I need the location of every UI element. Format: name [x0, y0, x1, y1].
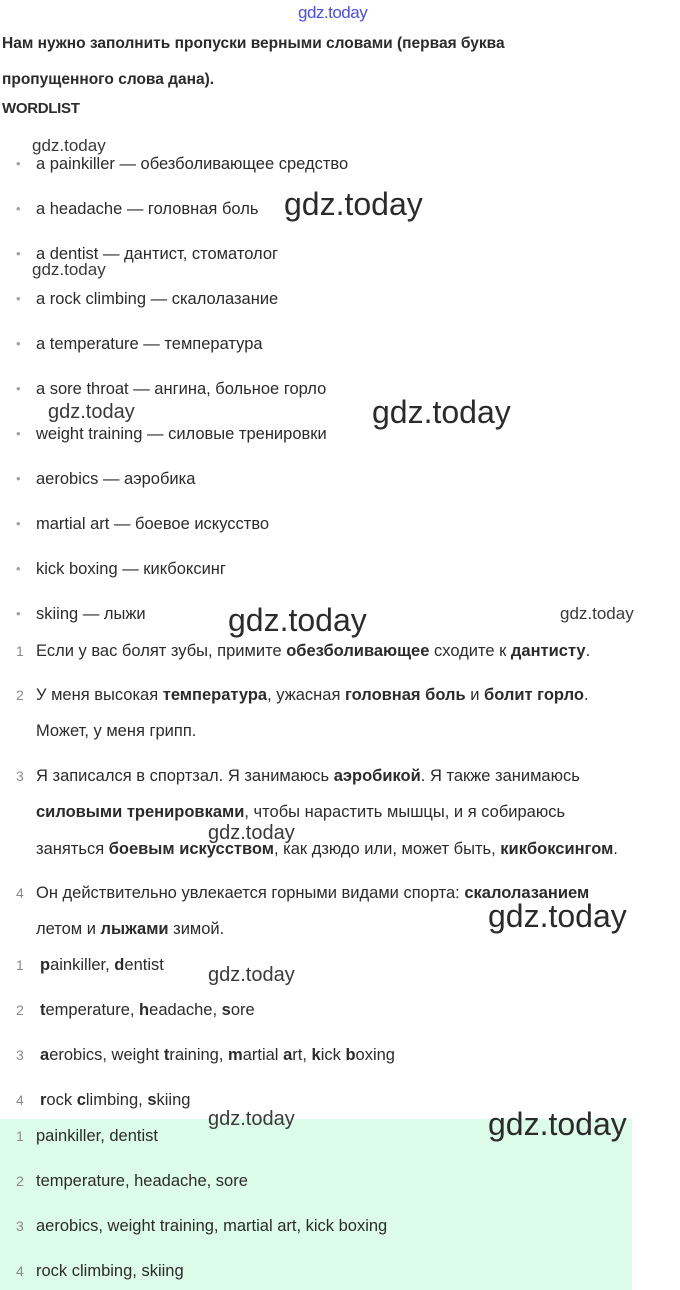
word-rest: ore — [230, 1001, 255, 1019]
wordlist-item-text: aerobics — аэробика — [36, 470, 196, 488]
watermark: gdz.today — [372, 394, 511, 430]
intro-line-2: пропущенного слова дана). — [2, 71, 215, 88]
watermark: gdz.today — [32, 260, 106, 279]
word-rest: emperature, — [45, 1001, 140, 1019]
first-letter: m — [228, 1046, 243, 1064]
bullet-icon: • — [16, 246, 21, 261]
bullet-icon: • — [16, 291, 21, 306]
bullet-icon: • — [16, 156, 21, 171]
sentence-3-line-3 — [36, 840, 618, 859]
watermark: gdz.today — [32, 136, 106, 155]
final-answer-row — [16, 1127, 158, 1146]
text: Он действительно увлекается горными видами спорта: — [36, 884, 465, 902]
first-letter: k — [311, 1046, 321, 1064]
first-letter: r — [40, 1091, 47, 1109]
word-rest: ick — [320, 1046, 346, 1064]
word-rest: ainkiller, — [50, 956, 115, 974]
sentence-number: 4 — [16, 885, 24, 901]
first-letter: b — [345, 1046, 356, 1064]
wordlist-item — [16, 470, 195, 489]
answer-number: 4 — [16, 1092, 24, 1108]
watermark: gdz.today — [488, 1106, 627, 1142]
answer-hint-row — [16, 1001, 255, 1020]
wordlist-item-text: a dentist — дантист, стоматолог — [36, 245, 279, 263]
answer-number: 1 — [16, 957, 24, 973]
bold-word: кикбоксингом — [500, 840, 614, 858]
wordlist-item — [16, 515, 269, 534]
text: летом и — [36, 920, 101, 938]
wordlist-item — [16, 425, 327, 444]
answer-hint-row — [16, 1091, 190, 1110]
bullet-icon: • — [16, 426, 21, 441]
wordlist-item — [16, 605, 146, 624]
bold-word: аэробикой — [333, 767, 421, 785]
wordlist-item — [16, 335, 263, 354]
wordlist-item-text: a headache — головная боль — [36, 200, 259, 218]
watermark: gdz.today — [228, 602, 367, 638]
first-letter: p — [40, 956, 51, 974]
wordlist-item — [16, 155, 348, 174]
text: зимой. — [168, 920, 225, 938]
sentence-2 — [16, 686, 589, 705]
bullet-icon: • — [16, 381, 21, 396]
first-letter: t — [40, 1001, 46, 1019]
watermark: gdz.today — [48, 401, 135, 423]
answer-number: 3 — [16, 1047, 24, 1063]
text: . — [613, 840, 618, 858]
bold-word: силовыми тренировками — [36, 803, 245, 821]
text: . — [585, 642, 591, 660]
final-answer-row — [16, 1217, 387, 1236]
word-rest: oxing — [355, 1046, 395, 1064]
answer-number: 2 — [16, 1173, 24, 1189]
bullet-icon: • — [16, 606, 21, 621]
watermark: gdz.today — [208, 1108, 295, 1130]
text: , как дзюдо или, может быть, — [273, 840, 501, 858]
bullet-icon: • — [16, 516, 21, 531]
answer-number: 1 — [16, 1128, 24, 1144]
final-answer-row — [16, 1262, 184, 1281]
wordlist-item-text: martial art — боевое искусство — [36, 515, 270, 533]
final-answer-text: aerobics, weight training, martial art, kick boxing — [36, 1217, 388, 1235]
wordlist-item-text: skiing — лыжи — [36, 605, 146, 623]
text: и — [465, 686, 485, 704]
sentence-3-line-2 — [36, 803, 565, 822]
answer-hint-row — [16, 956, 164, 975]
final-answer-text: temperature, headache, sore — [36, 1172, 248, 1190]
wordlist-item-text: weight training — силовые тренировки — [36, 425, 327, 443]
first-letter: s — [147, 1091, 157, 1109]
watermark: gdz.today — [560, 604, 634, 623]
word-rest: ock — [46, 1091, 77, 1109]
word-rest: artial — [242, 1046, 284, 1064]
wordlist-item-text: a painkiller — обезболивающее средство — [36, 155, 349, 173]
bullet-icon: • — [16, 561, 21, 576]
first-letter: t — [163, 1046, 170, 1064]
text: Я записался в спортзал. Я занимаюсь — [36, 767, 334, 785]
bold-word: болит горло — [484, 686, 584, 704]
bold-word: скалолазанием — [464, 884, 590, 902]
sentence-2-line-2: Может, у меня грипп. — [36, 722, 197, 740]
sentence-number: 3 — [16, 768, 24, 784]
watermark: gdz.today — [284, 186, 423, 222]
answer-number: 2 — [16, 1002, 24, 1018]
answer-hint-row — [16, 1046, 395, 1065]
bullet-icon: • — [16, 201, 21, 216]
bold-word: лыжами — [100, 920, 169, 938]
bullet-icon: • — [16, 471, 21, 486]
first-letter: h — [139, 1001, 150, 1019]
word-rest: raining, — [169, 1046, 229, 1064]
top-watermark: gdz.today — [298, 3, 368, 22]
word-rest: eadache, — [149, 1001, 222, 1019]
text: , ужасная — [267, 686, 345, 704]
wordlist-item-text: a sore throat — ангина, больное горло — [36, 380, 327, 398]
first-letter: a — [283, 1046, 293, 1064]
wordlist-item — [16, 380, 326, 399]
bold-word: боевым искусством — [108, 840, 274, 858]
sentence-number: 2 — [16, 687, 24, 703]
first-letter: a — [40, 1046, 50, 1064]
answer-number: 4 — [16, 1263, 24, 1279]
wordlist-item — [16, 560, 226, 579]
bold-word: обезболивающее — [286, 642, 430, 660]
answer-number: 3 — [16, 1218, 24, 1234]
sentence-4-line-2 — [36, 920, 224, 939]
word-rest: erobics, weight — [49, 1046, 164, 1064]
text: Если у вас болят зубы, примите — [36, 642, 287, 660]
word-rest: entist — [124, 956, 164, 974]
text: . Я также занимаюсь — [420, 767, 580, 785]
wordlist-title: WORDLIST — [2, 100, 80, 117]
watermark: gdz.today — [208, 964, 295, 986]
wordlist-item — [16, 200, 258, 219]
final-answer-row — [16, 1172, 248, 1191]
watermark: gdz.today — [488, 898, 627, 934]
wordlist-item-text: a rock climbing — скалолазание — [36, 290, 279, 308]
sentence-1 — [16, 642, 590, 661]
first-letter: c — [76, 1091, 86, 1109]
text: заняться — [36, 840, 109, 858]
text: сходите к — [429, 642, 511, 660]
bullet-icon: • — [16, 336, 21, 351]
word-rest: limbing, — [85, 1091, 148, 1109]
sentence-number: 1 — [16, 643, 24, 659]
wordlist-item-text: a temperature — температура — [36, 335, 263, 353]
sentence-3 — [16, 767, 580, 786]
final-answer-text: rock climbing, skiing — [36, 1262, 184, 1280]
word-rest: rt, — [292, 1046, 312, 1064]
first-letter: s — [221, 1001, 231, 1019]
wordlist-item-text: kick boxing — кикбоксинг — [36, 560, 226, 578]
intro-line-1: Нам нужно заполнить пропуски верными словами (первая буква — [2, 35, 505, 52]
first-letter: d — [114, 956, 125, 974]
word-rest: kiing — [156, 1091, 191, 1109]
text: . — [583, 686, 589, 704]
text: У меня высокая — [36, 686, 163, 704]
wordlist-item — [16, 290, 278, 309]
bold-word: дантисту — [510, 642, 586, 660]
bold-word: температура — [162, 686, 268, 704]
final-answer-text: painkiller, dentist — [36, 1127, 158, 1145]
bold-word: головная боль — [344, 686, 466, 704]
watermark: gdz.today — [208, 822, 295, 844]
text: , чтобы нарастить мышцы, и я собираюсь — [244, 803, 566, 821]
